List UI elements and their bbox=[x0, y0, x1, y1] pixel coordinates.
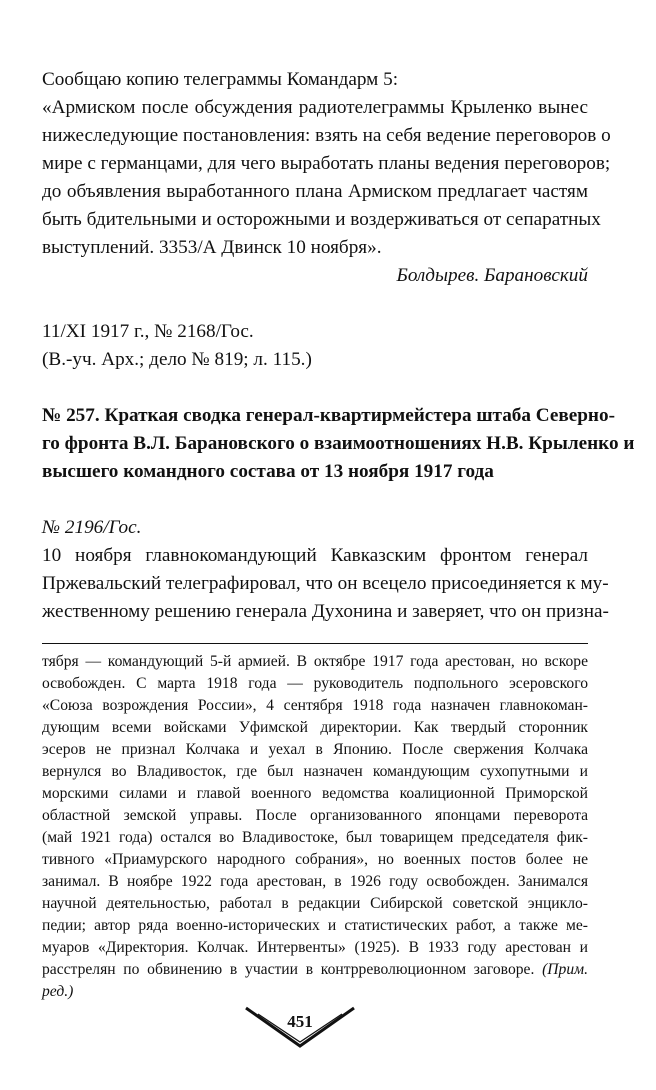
footnote-line: занимал. В ноябре 1922 года арестован, в 1926 году освобожден. Занимался bbox=[42, 873, 588, 890]
text-line: Пржевальский телеграфировал, что он всецело присоединяется к му- bbox=[42, 573, 609, 594]
footnote-line: эсеров не признал Колчака и уехал в Японию. После свержения Колчака bbox=[42, 741, 588, 758]
date-line: 11/XI 1917 г., № 2168/Гос. bbox=[42, 321, 254, 342]
body-line: мире с германцами, для чего выработать планы ведения переговоров; bbox=[42, 153, 611, 174]
footnote-line: тивного «Приамурского народного собрания», но военных постов более не bbox=[42, 851, 588, 868]
page-number-ornament bbox=[244, 1006, 356, 1050]
footnote-line: освобожден. С марта 1918 года — руководитель подпольного эсеровского bbox=[42, 675, 588, 692]
footnote-line: областной земской управы. После организованного японцами переворота bbox=[42, 807, 588, 824]
footnote-line: «Союза возрождения России», 4 сентября 1918 года назначен главнокоман- bbox=[42, 697, 588, 714]
document-number: № 2196/Гос. bbox=[42, 517, 142, 538]
footnote-line: научной деятельностью, работал в редакции Сибирской советской энцикло- bbox=[42, 895, 588, 912]
text-line: 10 ноября главнокомандующий Кавказским фронтом генерал bbox=[42, 545, 588, 566]
body-line: до объявления выработанного плана Армиском предлагает частям bbox=[42, 181, 588, 202]
footnote-line: муаров «Директория. Колчак. Интервенты» (1925). В 1933 году арестован и bbox=[42, 939, 588, 956]
body-line: быть бдительными и осторожными и воздерживаться от сепаратных bbox=[42, 209, 601, 230]
body-line: выступлений. 3353/А Двинск 10 ноября». bbox=[42, 237, 382, 258]
editor-note-end: ред.) bbox=[42, 983, 74, 1000]
footnote-separator bbox=[42, 643, 588, 644]
footnote-line-final bbox=[42, 959, 588, 981]
document-heading-line: го фронта В.Л. Барановского о взаимоотношениях Н.В. Крыленко и bbox=[42, 433, 635, 454]
document-heading-line: высшего командного состава от 13 ноября 1917 года bbox=[42, 461, 494, 482]
page-number: 451 bbox=[287, 1012, 313, 1031]
footnote-line: вернулся во Владивосток, где был назначен командующим сухопутными и bbox=[42, 763, 588, 780]
document-heading-line: № 257. Краткая сводка генерал-квартирмейстера штаба Северно- bbox=[42, 405, 615, 426]
body-line: «Армиском после обсуждения радиотелеграммы Крыленко вынес bbox=[42, 97, 588, 118]
editor-note: (Прим. bbox=[542, 961, 588, 978]
footnote-line: морскими силами и главой военного ведомства коалиционной Приморской bbox=[42, 785, 588, 802]
body-line: Сообщаю копию телеграммы Командарм 5: bbox=[42, 69, 399, 90]
footnote-line: тября — командующий 5-й армией. В октябре 1917 года арестован, но вскоре bbox=[42, 653, 588, 670]
footnote-line: дующим всеми войсками Уфимской директории. Как твердый сторонник bbox=[42, 719, 588, 736]
footnote-line: педии; автор ряда военно-исторических и статистических работ, а также ме- bbox=[42, 917, 588, 934]
footnote-line-text: расстрелян по обвинению в участии в контрреволюционном заговоре. bbox=[42, 961, 535, 978]
archive-reference: (В.-уч. Арх.; дело № 819; л. 115.) bbox=[42, 349, 312, 370]
body-line: нижеследующие постановления: взять на себя ведение переговоров о bbox=[42, 125, 611, 146]
signature: Болдырев. Барановский bbox=[396, 265, 588, 286]
footnote-line: (май 1921 года) остался во Владивостоке, был товарищем председателя фик- bbox=[42, 829, 588, 846]
text-line: жественному решению генерала Духонина и заверяет, что он призна- bbox=[42, 601, 609, 622]
